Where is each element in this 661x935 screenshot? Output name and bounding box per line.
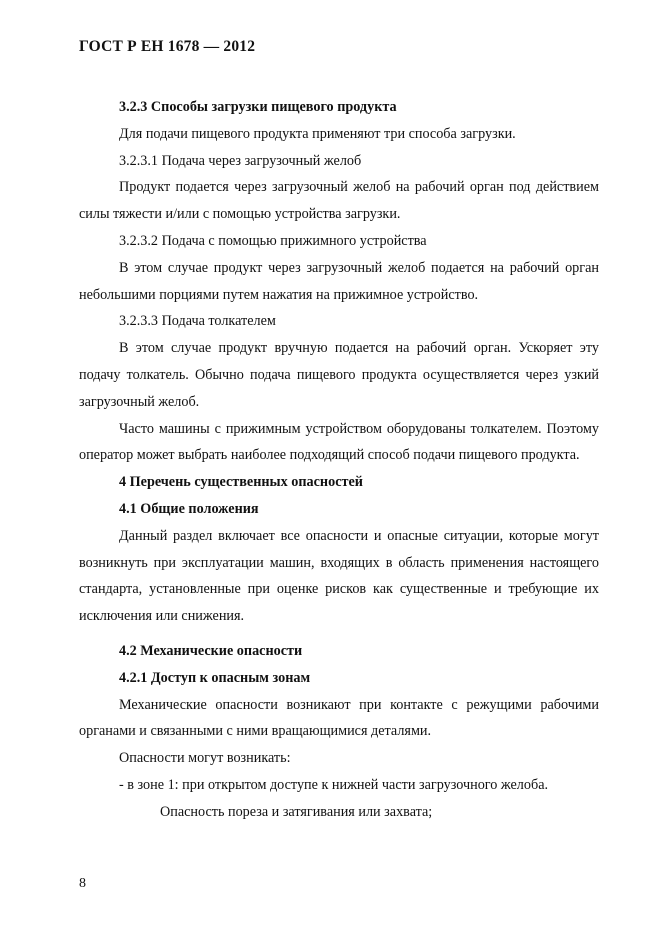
section-heading-3-2-3: 3.2.3 Способы загрузки пищевого продукта <box>119 99 397 115</box>
paragraph: В этом случае продукт вручную подается на рабочий орган. Ускоряет эту подачу толкатель. Обычно подача пищевого продукта осуществляется через узкий загрузочный желоб. <box>79 340 599 410</box>
spacer <box>79 630 599 638</box>
subsection-3-2-3-3: 3.2.3.3 Подача толкателем <box>119 313 276 330</box>
paragraph: Данный раздел включает все опасности и опасные ситуации, которые могут возникнуть при эксплуатации машин, входящих в область применения настоящего стандарта, установленные при оценке рисков как существенные и требующие их исключения или снижения. <box>79 527 599 625</box>
section-heading-4: 4 Перечень существенных опасностей <box>119 474 363 491</box>
document-header: ГОСТ Р ЕН 1678 — 2012 <box>79 38 256 55</box>
paragraph: Продукт подается через загрузочный желоб на рабочий орган под действием силы тяжести и/или с помощью устройства загрузки. <box>79 179 599 223</box>
subsection-3-2-3-2: 3.2.3.2 Подача с помощью прижимного устройства <box>119 232 427 249</box>
section-heading-4-2: 4.2 Механические опасности <box>119 642 303 659</box>
page-number: 8 <box>79 876 86 891</box>
paragraph: Опасности могут возникать: <box>119 750 291 767</box>
section-heading-4-2-1: 4.2.1 Доступ к опасным зонам <box>119 669 311 686</box>
paragraph: Для подачи пищевого продукта применяют три способа загрузки. <box>119 125 516 142</box>
section-heading-4-1: 4.1 Общие положения <box>119 500 259 517</box>
list-item-note: Опасность пореза и затягивания или захвата; <box>160 803 433 820</box>
subsection-3-2-3-1: 3.2.3.1 Подача через загрузочный желоб <box>119 152 362 169</box>
list-item: - в зоне 1: при открытом доступе к нижней части загрузочного желоба. <box>119 776 549 793</box>
paragraph: Часто машины с прижимным устройством оборудованы толкателем. Поэтому оператор может выбрать наиболее подходящий способ подачи пищевого продукта. <box>79 420 599 464</box>
document-body <box>79 94 599 826</box>
paragraph: Механические опасности возникают при контакте с режущими рабочими органами и связанными с ними вращающимися деталями. <box>79 696 599 740</box>
paragraph: В этом случае продукт через загрузочный желоб подается на рабочий орган небольшими порциями путем нажатия на прижимное устройство. <box>79 259 599 303</box>
